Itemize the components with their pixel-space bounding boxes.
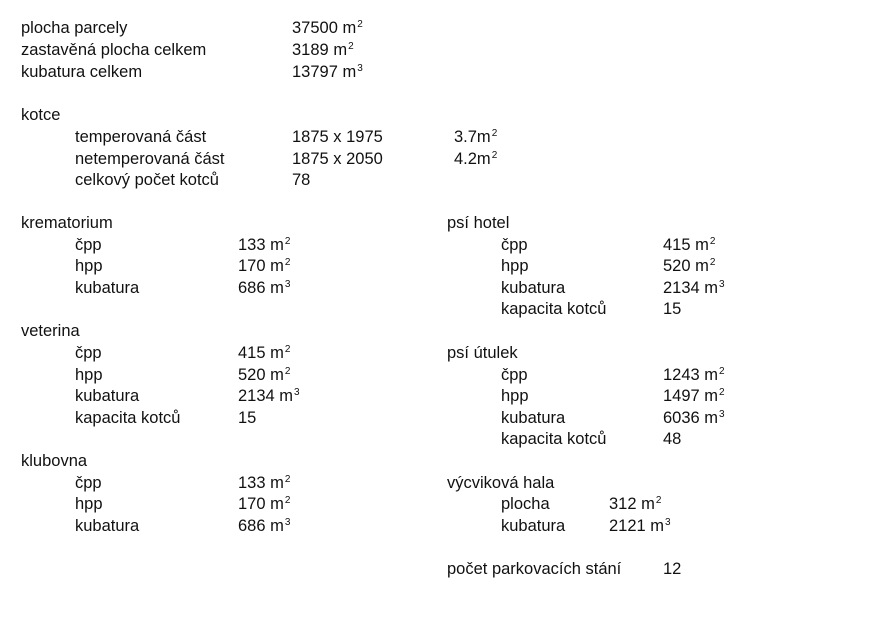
plot-area-label: plocha parcely <box>21 19 128 37</box>
clubhouse-cpp-value: 133 $m^2$ <box>238 474 291 492</box>
dog-shelter-volume-label: kubatura <box>501 409 566 427</box>
parking-value: 12 <box>663 560 682 578</box>
dog-shelter-cpp-value: 1243 $m^2$ <box>663 366 725 384</box>
veterinary-capacity-label: kapacita kotců <box>75 409 181 427</box>
dog-shelter-hpp-label: hpp <box>501 387 529 405</box>
clubhouse-volume-label: kubatura <box>75 517 140 535</box>
crematorium-volume-value: 686 $m^3$ <box>238 279 291 297</box>
dog-shelter-capacity-label: kapacita kotců <box>501 430 607 448</box>
crematorium-hpp-label: hpp <box>75 257 103 275</box>
heated-part-area: $3.7m^2$ <box>454 128 498 146</box>
clubhouse-volume-value: 686 $m^3$ <box>238 517 291 535</box>
dog-hotel-volume-value: 2134 $m^3$ <box>663 279 725 297</box>
veterinary-volume-label: kubatura <box>75 387 140 405</box>
dog-shelter-capacity-value: 48 <box>663 430 682 448</box>
unheated-part-dims: 1875 x 2050 <box>292 150 383 168</box>
crematorium-cpp-value: 133 $m^2$ <box>238 236 291 254</box>
kennels-title: kotce <box>21 106 61 124</box>
veterinary-volume-value: 2134 $m^3$ <box>238 387 300 405</box>
training-hall-volume-value: 2121 $m^3$ <box>609 517 671 535</box>
training-hall-area-label: plocha <box>501 495 550 513</box>
total-volume-value: 13797 $m^3$ <box>292 63 363 81</box>
built-area-value: 3189 $m^2$ <box>292 41 354 59</box>
dog-hotel-capacity-value: 15 <box>663 300 682 318</box>
crematorium-cpp-label: čpp <box>75 236 102 254</box>
dog-shelter-title: psí útulek <box>447 344 518 362</box>
heated-part-dims: 1875 x 1975 <box>292 128 383 146</box>
dog-hotel-title: psí hotel <box>447 214 510 232</box>
parking-label: počet parkovacích stání <box>447 560 622 578</box>
heated-part-label: temperovaná část <box>75 128 207 146</box>
training-hall-volume-label: kubatura <box>501 517 566 535</box>
clubhouse-hpp-value: 170 $m^2$ <box>238 495 291 513</box>
plot-area-value: 37500 $m^2$ <box>292 19 363 37</box>
dog-shelter-volume-value: 6036 $m^3$ <box>663 409 725 427</box>
veterinary-hpp-label: hpp <box>75 366 103 384</box>
crematorium-hpp-value: 170 $m^2$ <box>238 257 291 275</box>
dog-hotel-hpp-label: hpp <box>501 257 529 275</box>
unheated-part-area: $4.2m^2$ <box>454 150 498 168</box>
training-hall-area-value: 312 $m^2$ <box>609 495 662 513</box>
total-volume-label: kubatura celkem <box>21 63 143 81</box>
clubhouse-hpp-label: hpp <box>75 495 103 513</box>
dog-shelter-cpp-label: čpp <box>501 366 528 384</box>
dog-shelter-hpp-value: 1497 $m^2$ <box>663 387 725 405</box>
dog-hotel-hpp-value: 520 $m^2$ <box>663 257 716 275</box>
veterinary-title: veterina <box>21 322 80 340</box>
veterinary-cpp-value: 415 $m^2$ <box>238 344 291 362</box>
veterinary-cpp-label: čpp <box>75 344 102 362</box>
dog-hotel-capacity-label: kapacita kotců <box>501 300 607 318</box>
dog-hotel-cpp-label: čpp <box>501 236 528 254</box>
unheated-part-label: netemperovaná část <box>75 150 225 168</box>
built-area-label: zastavěná plocha celkem <box>21 41 207 59</box>
clubhouse-cpp-label: čpp <box>75 474 102 492</box>
kennel-count-label: celkový počet kotců <box>75 171 219 189</box>
veterinary-hpp-value: 520 $m^2$ <box>238 366 291 384</box>
crematorium-volume-label: kubatura <box>75 279 140 297</box>
dog-hotel-volume-label: kubatura <box>501 279 566 297</box>
dog-hotel-cpp-value: 415 $m^2$ <box>663 236 716 254</box>
clubhouse-title: klubovna <box>21 452 88 470</box>
veterinary-capacity-value: 15 <box>238 409 257 427</box>
crematorium-title: krematorium <box>21 214 113 232</box>
kennel-count-value: 78 <box>292 171 311 189</box>
training-hall-title: výcviková hala <box>447 474 555 492</box>
